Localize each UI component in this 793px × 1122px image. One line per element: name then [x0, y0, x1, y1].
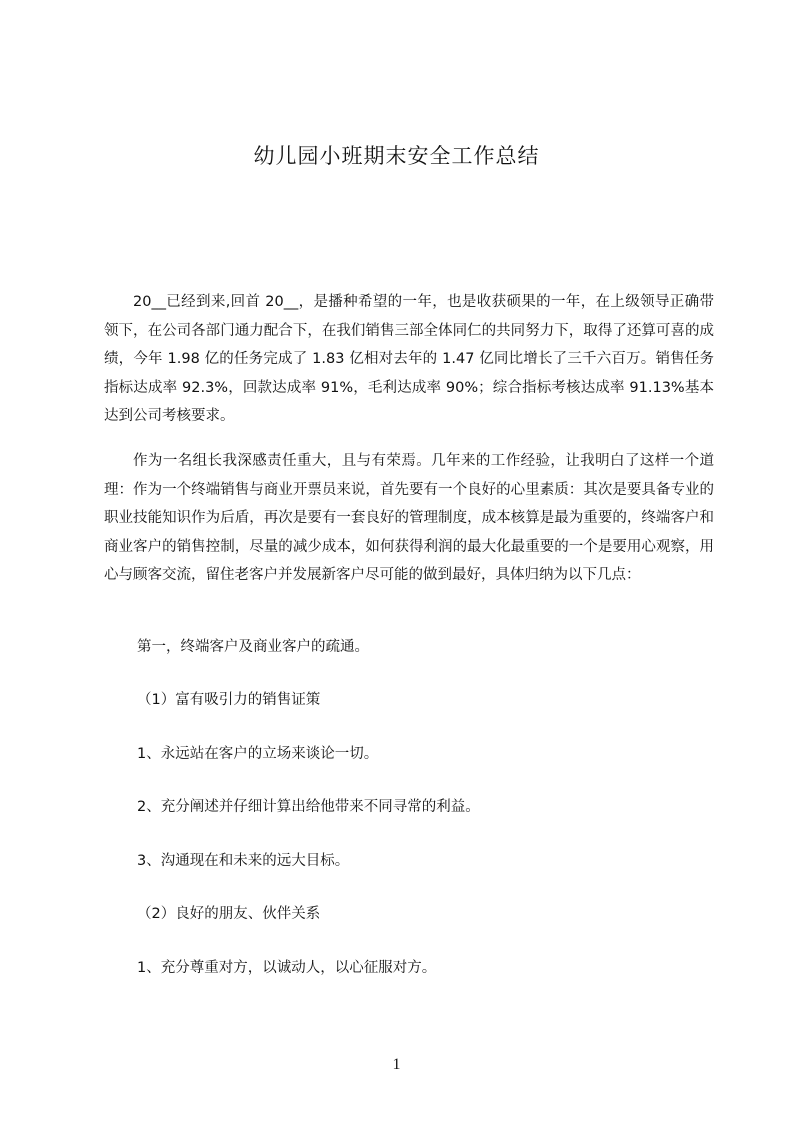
section-heading: 第一，终端客户及商业客户的疏通。: [137, 639, 369, 655]
page-number: 1: [392, 1056, 401, 1073]
subsection-heading: （1）富有吸引力的销售证策: [137, 692, 321, 708]
list-item: 2、充分阐述并仔细计算出给他带来不同寻常的利益。: [137, 799, 480, 815]
list-item: 1、永远站在客户的立场来谈论一切。: [137, 746, 379, 762]
body-paragraph: 作为一名组长我深感责任重大，且与有荣焉。几年来的工作经验，让我明白了这样一个道理：作为一个终端销售与商业开票员来说，首先要有一个良好的心里素质：其次是要具备专业的职业技能知识作为后盾，再次是要有一套良好的管理制度，成本核算是最为重要的，终端客户和商业客户的销售控制，尽量的减少成本，如何获得利润的最大化最重要的一个是要用心观察，用心与顾客交流，留住老客户并发展新客户尽可能的做到最好，具体归纳为以下几点：: [104, 453, 714, 583]
list-item: 3、沟通现在和未来的远大目标。: [137, 853, 350, 869]
body-paragraph: 20__已经到来,回首 20__，是播种希望的一年，也是收获硕果的一年，在上级领导正确带领下，在公司各部门通力配合下，在我们销售三部全体同仁的共同努力下，取得了还算可喜的成绩，今年 1.98 亿的任务完成了 1.83 亿相对去年的 1.47 亿同比增长了三千六百万。销售任务指标达成率 92.3%，回款达成率 91%，毛利达成率 90%；综合指标考核达成率 91.13%基本达到公司考核要求。: [104, 294, 714, 424]
subsection-heading: （2）良好的朋友、伙伴关系: [137, 906, 321, 922]
document-title: 幼儿园小班期末安全工作总结: [253, 144, 540, 168]
list-item: 1、充分尊重对方，以诚动人，以心征服对方。: [137, 960, 437, 976]
